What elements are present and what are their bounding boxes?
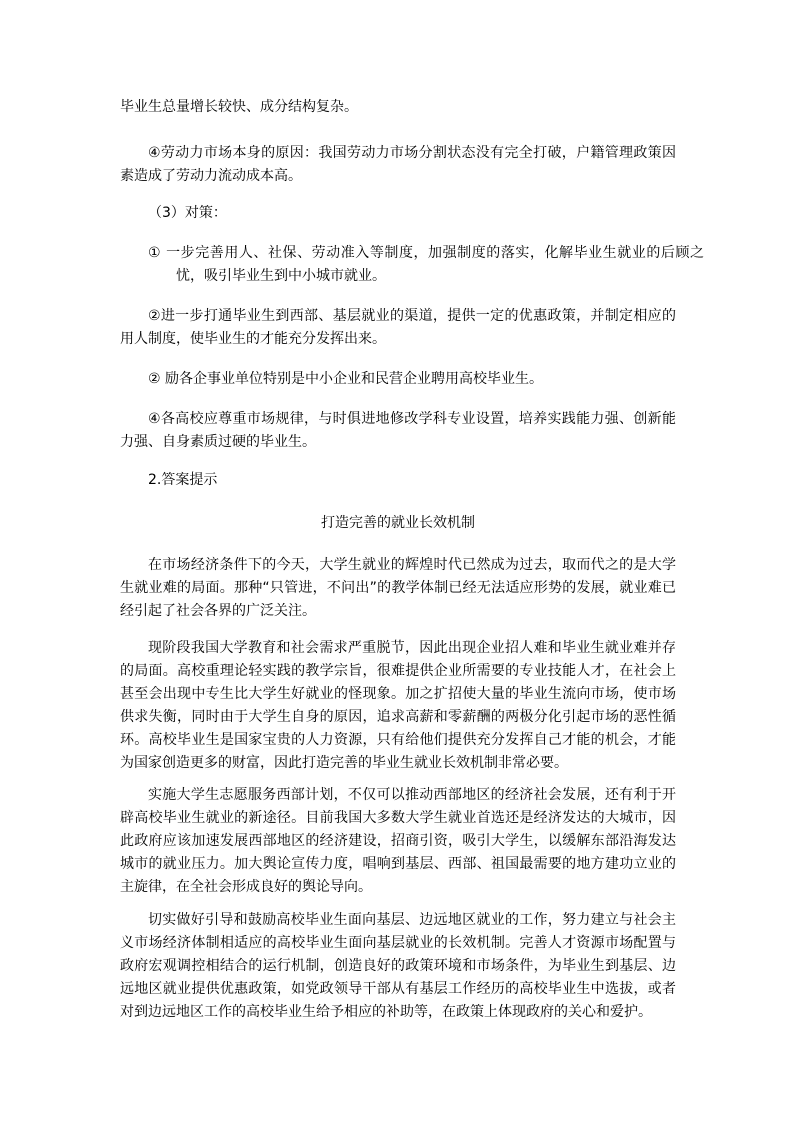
paragraph-western-jobs: ②进一步打通毕业生到西部、基层就业的渠道，提供一定的优惠政策，并制定相应的用人制度，使毕业生的才能充分发挥出来。 bbox=[120, 308, 676, 347]
paragraph-labor-market: ④劳动力市场本身的原因：我国劳动力市场分割状态没有完全打破，户籍管理政策因素造成了劳动力流动成本高。 bbox=[120, 145, 676, 184]
essay-title: 打造完善的就业长效机制 bbox=[321, 515, 475, 531]
section-answer-hint: 2.答案提示 bbox=[148, 472, 218, 488]
paragraph-universities: ④各高校应尊重市场规律，与时俱进地修改学科专业设置，培养实践能力强、创新能力强、自身素质过硬的毕业生。 bbox=[120, 411, 676, 450]
essay-paragraph-3: 实施大学生志愿服务西部计划，不仅可以推动西部地区的经济社会发展，还有利于开辟高校毕业生就业的新途径。目前我国大多数大学生就业首选还是经济发达的大城市，因此政府应该加速发展西部地区的经济建设，招商引资，吸引大学生，以缓解东部沿海发达城市的就业压力。加大舆论宣传力度，唱响到基层、西部、祖国最需要的地方建功立业的主旋律，在全社会形成良好的舆论导向。 bbox=[120, 787, 676, 895]
paragraph-continuation: 毕业生总量增长较快、成分结构复杂。 bbox=[120, 99, 358, 115]
list-item-encourage: ② 励各企事业单位特别是中小企业和民营企业聘用高校毕业生。 bbox=[148, 371, 543, 387]
list-item-1: ① 一步完善用人、社保、劳动准入等制度，加强制度的落实，化解毕业生就业的后顾之忧，吸引毕业生到中小城市就业。 bbox=[148, 245, 704, 284]
essay-paragraph-2: 现阶段我国大学教育和社会需求严重脱节，因此出现企业招人难和毕业生就业难并存的局面。高校重理论轻实践的教学宗旨，很难提供企业所需要的专业技能人才，在社会上甚至会出现中专生比大学生好就业的怪现象。加之扩招使大量的毕业生流向市场，使市场供求失衡，同时由于大学生自身的原因，追求高薪和零薪酬的两极分化引起市场的恶性循环。高校毕业生是国家宝贵的人力资源，只有给他们提供充分发挥自己才能的机会，才能为国家创造更多的财富，因此打造完善的毕业生就业长效机制非常必要。 bbox=[120, 640, 676, 771]
heading-countermeasures: （3）对策： bbox=[148, 205, 227, 221]
essay-paragraph-4: 切实做好引导和鼓励高校毕业生面向基层、边远地区就业的工作，努力建立与社会主义市场经济体制相适应的高校毕业生面向基层就业的长效机制。完善人才资源市场配置与政府宏观调控相结合的运行机制，创造良好的政策环境和市场条件，为毕业生到基层、边远地区就业提供优惠政策，如党政领导干部从有基层工作经历的高校毕业生中选拔，或者对到边远地区工作的高校毕业生给予相应的补助等，在政策上体现政府的关心和爱护。 bbox=[120, 912, 676, 1020]
essay-paragraph-1: 在市场经济条件下的今天，大学生就业的辉煌时代已然成为过去，取而代之的是大学生就业难的局面。那种“只管进，不问出”的教学体制已经无法适应形势的发展，就业难已经引起了社会各界的广泛关注。 bbox=[120, 557, 676, 619]
